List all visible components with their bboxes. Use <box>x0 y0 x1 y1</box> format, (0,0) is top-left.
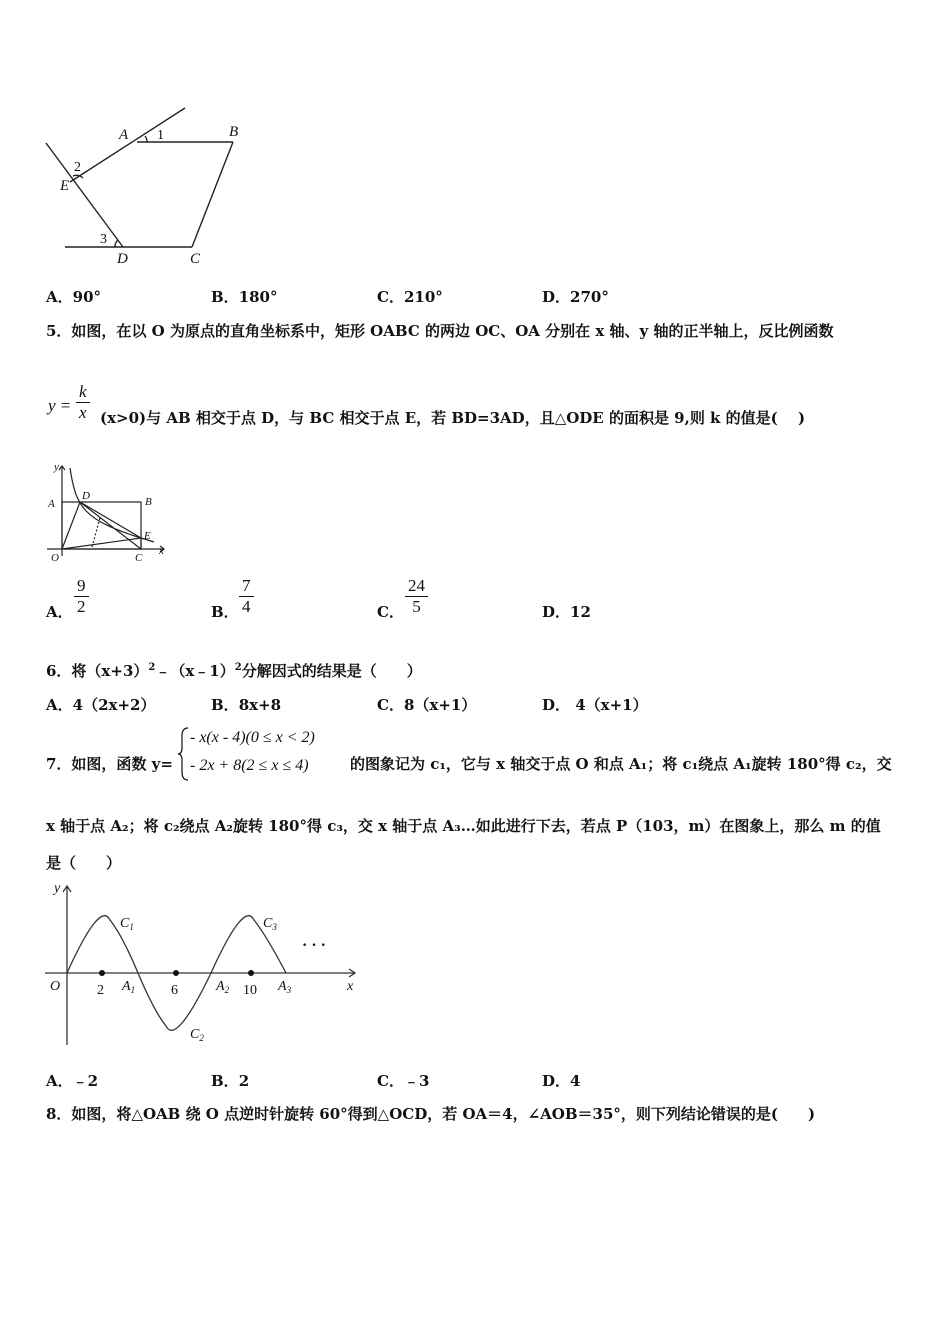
q4-line-ea <box>70 108 185 182</box>
q7-label-o: O <box>50 979 61 994</box>
q4-line-bc <box>192 142 233 247</box>
q4-option-c: C．210° <box>377 288 443 306</box>
q5-label-x: x <box>159 545 164 557</box>
q5-formula-fraction <box>76 382 90 423</box>
q7-piece1: - x(x - 4)(0 ≤ x < 2) <box>190 729 315 746</box>
q7-figure <box>40 880 360 1050</box>
q5-dashed-height <box>92 518 100 547</box>
q7-curve-c2 <box>138 973 211 1030</box>
q4-label-c: C <box>190 251 201 267</box>
q5-line-de <box>80 502 141 538</box>
q7-point-10 <box>248 970 254 976</box>
q4-option-a: A．90° <box>46 288 102 306</box>
q4-figure <box>40 100 260 270</box>
q5-stem-line1: 5．如图，在以 O 为原点的直角坐标系中，矩形 OABC 的两边 OC、OA 分别在 x 轴、y 轴的正半轴上，反比例函数 <box>46 322 834 340</box>
q5-formula-numerator: k <box>76 382 90 403</box>
q4-label-d: D <box>117 251 128 267</box>
q7-option-c: C．﹣3 <box>377 1072 430 1090</box>
q7-label-c2: $C_2$ <box>190 1027 204 1043</box>
q5-formula-denominator: x <box>79 403 87 422</box>
q5-line-od <box>62 502 80 549</box>
q7-tick-2: 2 <box>97 983 104 998</box>
q4-label-angle1: 1 <box>157 128 164 143</box>
q7-label-c3: $C_3$ <box>263 916 277 932</box>
q6-option-a: A．4（2x+2） <box>46 696 156 714</box>
q5-label-o: O <box>51 552 59 564</box>
q5-figure <box>42 458 172 568</box>
q8-stem: 8．如图，将△OAB 绕 O 点逆时针旋转 60°得到△OCD，若 OA＝4，∠AOB＝35°，则下列结论错误的是( ) <box>46 1105 816 1123</box>
q7-option-d: D．4 <box>542 1072 581 1090</box>
q4-label-angle3: 3 <box>100 232 107 247</box>
q5-option-b-fraction: $\frac{7}{4}$ <box>239 576 254 617</box>
q5-option-a-fraction: $\frac{9}{2}$ <box>74 576 89 617</box>
q4-angle3-arc <box>115 240 118 247</box>
q4-option-d: D．270° <box>542 288 609 306</box>
q7-option-b: B．2 <box>211 1072 250 1090</box>
q7-ellipsis: · · · <box>302 937 327 954</box>
q4-line-ed <box>46 143 123 247</box>
q4-angle1-arc <box>145 136 147 142</box>
q7-label-c1: $C_1$ <box>120 916 134 932</box>
q7-point-6 <box>173 970 179 976</box>
q7-label-a2: $A_2$ <box>216 979 230 995</box>
q7-point-2 <box>99 970 105 976</box>
q7-label-y: y <box>54 881 61 896</box>
q7-label-x: x <box>347 979 354 994</box>
q5-formula-lhs: y = <box>48 396 72 415</box>
q7-option-a: A．﹣2 <box>46 1072 99 1090</box>
q6-option-c: C．8（x+1） <box>377 696 477 714</box>
q5-label-b: B <box>145 496 152 508</box>
q7-label-a1: $A_1$ <box>122 979 136 995</box>
q4-label-b: B <box>229 124 239 140</box>
q5-label-a: A <box>48 498 55 510</box>
q5-label-d: D <box>82 490 90 502</box>
q4-label-e: E <box>60 178 70 194</box>
q5-rectangle-oabc <box>62 502 141 549</box>
q5-option-a-letter: A． <box>46 603 73 621</box>
q5-label-c: C <box>135 552 143 564</box>
q4-label-angle2: 2 <box>74 160 81 175</box>
q6-stem: 6．将$(x+3)^2﹣(x﹣1)^2$分解因式的结果是（ ） <box>46 662 422 680</box>
q5-option-d: D．12 <box>542 603 591 621</box>
q7-label-a3: $A_3$ <box>278 979 292 995</box>
q6-option-b: B．8x+8 <box>211 696 282 714</box>
q6-option-d: D． 4（x+1） <box>542 696 648 714</box>
q5-label-e: E <box>144 530 151 542</box>
q5-stem-line2: (x>0)与 AB 相交于点 D，与 BC 相交于点 E，若 BD=3AD，且△ODE 的面积是 9,则 k 的值是( ) <box>100 409 806 427</box>
q5-label-y: y <box>54 461 59 473</box>
q7-tick-6: 6 <box>171 983 178 998</box>
q7-stem-prefix: 7．如图，函数 y= <box>46 755 173 773</box>
q7-piece2: - 2x + 8(2 ≤ x ≤ 4) <box>190 757 309 774</box>
q4-option-b: B．180° <box>211 288 278 306</box>
q4-label-a: A <box>119 127 129 143</box>
q7-stem-line2: x 轴于点 A₂；将 c₂绕点 A₂旋转 180°得 c₃，交 x 轴于点 A₃…如此进行下去，若点 P（103，m）在图象上，那么 m 的值 <box>46 817 881 835</box>
q5-option-c-fraction: $\frac{24}{5}$ <box>405 576 428 617</box>
q7-stem-line3: 是（ ） <box>46 854 122 872</box>
q7-tick-10: 10 <box>243 983 257 998</box>
q5-option-b-letter: B． <box>211 603 239 621</box>
q5-option-c-letter: C． <box>377 603 404 621</box>
q7-stem-line1: 的图象记为 c₁，它与 x 轴交于点 O 和点 A₁；将 c₁绕点 A₁旋转 180°得 c₂，交 <box>350 755 892 773</box>
